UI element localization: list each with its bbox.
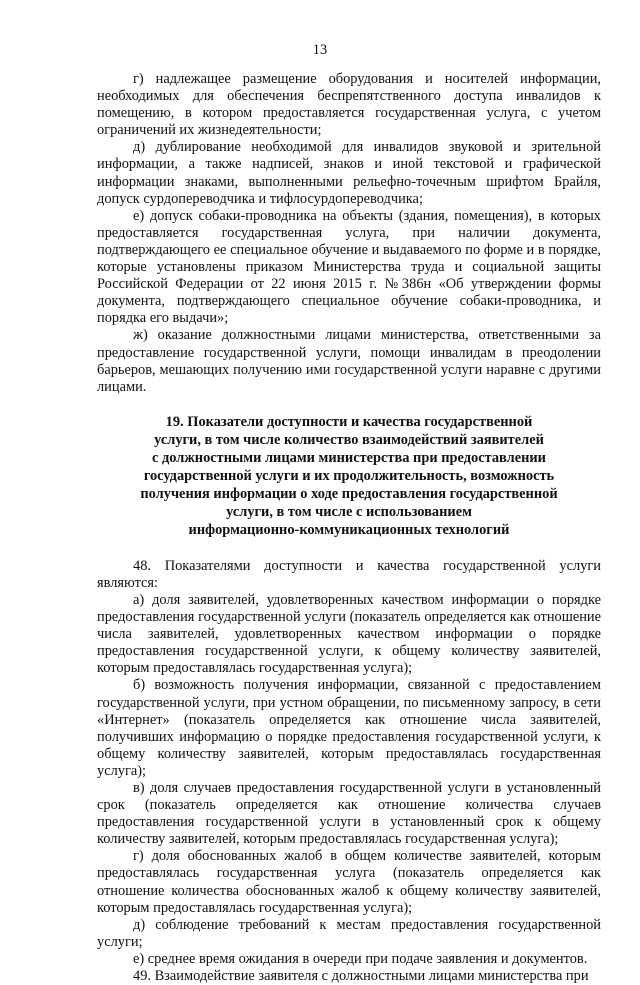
intro-list xyxy=(97,71,601,396)
list-item-e: е) допуск собаки-проводника на объекты (здания, помещения), в которых предоставляется государственная услуга, при наличии документа, подтверждающего ее специальное обучение и выдаваемого по форме и в порядке, которые установлены приказом Министерства труда и социальной защиты Российской Федерации от 22 июня 2015 г. №386н «Об утверждении формы документа, подтверждающего специальное обучение собаки-проводника, и порядка его выдачи»; xyxy=(97,207,601,327)
list-item-zh: ж) оказание должностными лицами министерства, ответственными за предоставление государственной услуги, помощи инвалидам в преодолении барьеров, мешающих получению ими государственной услуги наравне с другими лицами. xyxy=(97,327,601,395)
page-content xyxy=(97,71,601,985)
clause-48: 48. Показателями доступности и качества государственной услуги являются: xyxy=(97,557,601,591)
section-body xyxy=(97,558,601,985)
list-item-v: в) доля случаев предоставления государственной услуги в установленный срок (показатель определяется как отношение количества случаев предоставления государственной услуги в установленный срок к общему количеству заявителей, которым предоставлялась государственная услуга); xyxy=(97,780,601,848)
heading-line: информационно-коммуникационных технологий xyxy=(188,521,510,538)
list-item-e2: е) среднее время ожидания в очереди при подаче заявления и документов. xyxy=(133,950,588,967)
page-number: 13 xyxy=(312,42,328,58)
heading-line: услуги, в том числе с использованием xyxy=(226,503,472,520)
heading-line: получения информации о ходе предоставления государственной xyxy=(140,485,558,502)
list-item-b: б) возможность получения информации, связанной с предоставлением государственной услуги, при устном обращении, по письменному запросу, в сети «Интернет» (показатель определяется как отношение числа заявителей, получивших информацию о порядке предоставления государственной услуги, к общему количеству заявителей, которым предоставлялась государственная услуга); xyxy=(97,677,601,779)
heading-line: 19. Показатели доступности и качества государственной xyxy=(165,413,533,430)
list-item-d2: д) соблюдение требований к местам предоставления государственной услуги; xyxy=(97,916,601,950)
section-heading xyxy=(97,413,601,539)
list-item-d: д) дублирование необходимой для инвалидов звуковой и зрительной информации, а также надписей, знаков и иной текстовой и графической информации знаками, выполненными рельефно-точечным шрифтом Брайля, допуск сурдопереводчика и тифлосурдопереводчика; xyxy=(97,139,601,207)
heading-line: с должностными лицами министерства при предоставлении xyxy=(152,449,546,466)
list-item-g2: г) доля обоснованных жалоб в общем количестве заявителей, которым предоставлялась государственная услуга (показатель определяется как отношение количества обоснованных жалоб к общему количеству заявителей, которым предоставлялась государственная услуга); xyxy=(97,848,601,916)
heading-line: услуги, в том числе количество взаимодействий заявителей xyxy=(154,431,544,448)
clause-49: 49. Взаимодействие заявителя с должностными лицами министерства при xyxy=(133,968,589,985)
list-item-a: а) доля заявителей, удовлетворенных качеством информации о порядке предоставления государственной услуги (показатель определяется как отношение числа заявителей, удовлетворенных качеством информации о порядке предоставления государственной услуги, к общему количеству заявителей, которым предоставлялась государственная услуга); xyxy=(97,591,601,677)
heading-line: государственной услуги и их продолжительность, возможность xyxy=(143,467,555,484)
list-item-g: г) надлежащее размещение оборудования и носителей информации, необходимых для обеспечения беспрепятственного доступа инвалидов к помещению, в котором предоставляется государственная услуга, с учетом ограничений их жизнедеятельности; xyxy=(97,71,601,139)
